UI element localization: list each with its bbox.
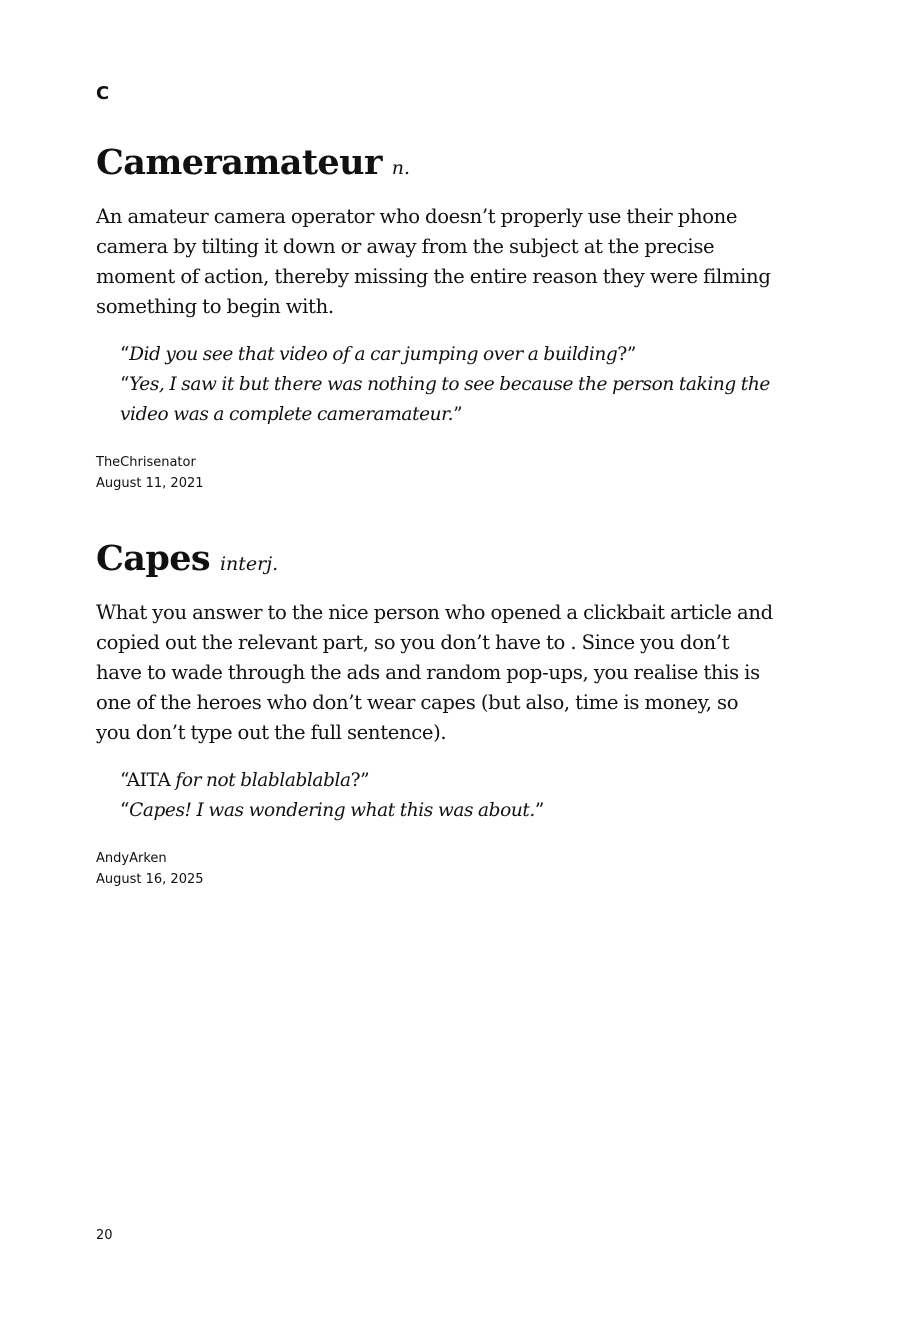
definition: An amateur camera operator who doesn’t properly use their phone camera by tilting it down or away from the subject at the precise moment of action, thereby missing the entire reason they were filming something to begin with. xyxy=(96,205,771,318)
author: TheChrisenator xyxy=(96,455,196,470)
dictionary-entry xyxy=(96,534,776,890)
page-number: 20 xyxy=(96,1228,113,1243)
example-close: ” xyxy=(534,800,544,821)
entry-meta xyxy=(96,848,776,890)
headword-line xyxy=(96,138,776,190)
example-line xyxy=(120,340,776,370)
example-text: for not blablablabla xyxy=(175,770,351,791)
part-of-speech: interj. xyxy=(219,553,279,575)
part-of-speech: n. xyxy=(391,157,411,179)
date: August 16, 2025 xyxy=(96,872,204,887)
example-text: Yes, I saw it but there was nothing to see because the person taking the video was a complete cameramateur. xyxy=(120,374,770,425)
example-line xyxy=(120,766,776,796)
example-open: “ xyxy=(120,800,130,821)
author: AndyArken xyxy=(96,851,167,866)
example-open: “AITA xyxy=(120,770,176,791)
example-text: Capes! I was wondering what this was about. xyxy=(129,800,535,821)
headword: Capes xyxy=(96,538,210,579)
entry-meta xyxy=(96,452,776,494)
example-line xyxy=(120,796,776,826)
example-open: “ xyxy=(120,344,130,365)
example-open: “ xyxy=(120,374,130,395)
examples xyxy=(120,766,776,826)
definition: What you answer to the nice person who opened a clickbait article and copied out the relevant part, so you don’t have to . Since you don’t have to wade through the ads and random pop-ups, you realise this is one of the heroes who don’t wear capes (but also, time is money, so you don’t type out the full sentence). xyxy=(96,601,773,744)
example-line xyxy=(120,370,776,430)
example-close: ” xyxy=(453,404,463,425)
section-letter: C xyxy=(96,83,110,104)
example-text: Did you see that video of a car jumping over a building xyxy=(129,344,618,365)
example-close: ?” xyxy=(617,344,636,365)
dictionary-entry xyxy=(96,138,776,494)
headword: Cameramateur xyxy=(96,142,382,183)
examples xyxy=(120,340,776,430)
headword-line xyxy=(96,534,776,586)
date: August 11, 2021 xyxy=(96,476,204,491)
example-close: ?” xyxy=(350,770,370,791)
